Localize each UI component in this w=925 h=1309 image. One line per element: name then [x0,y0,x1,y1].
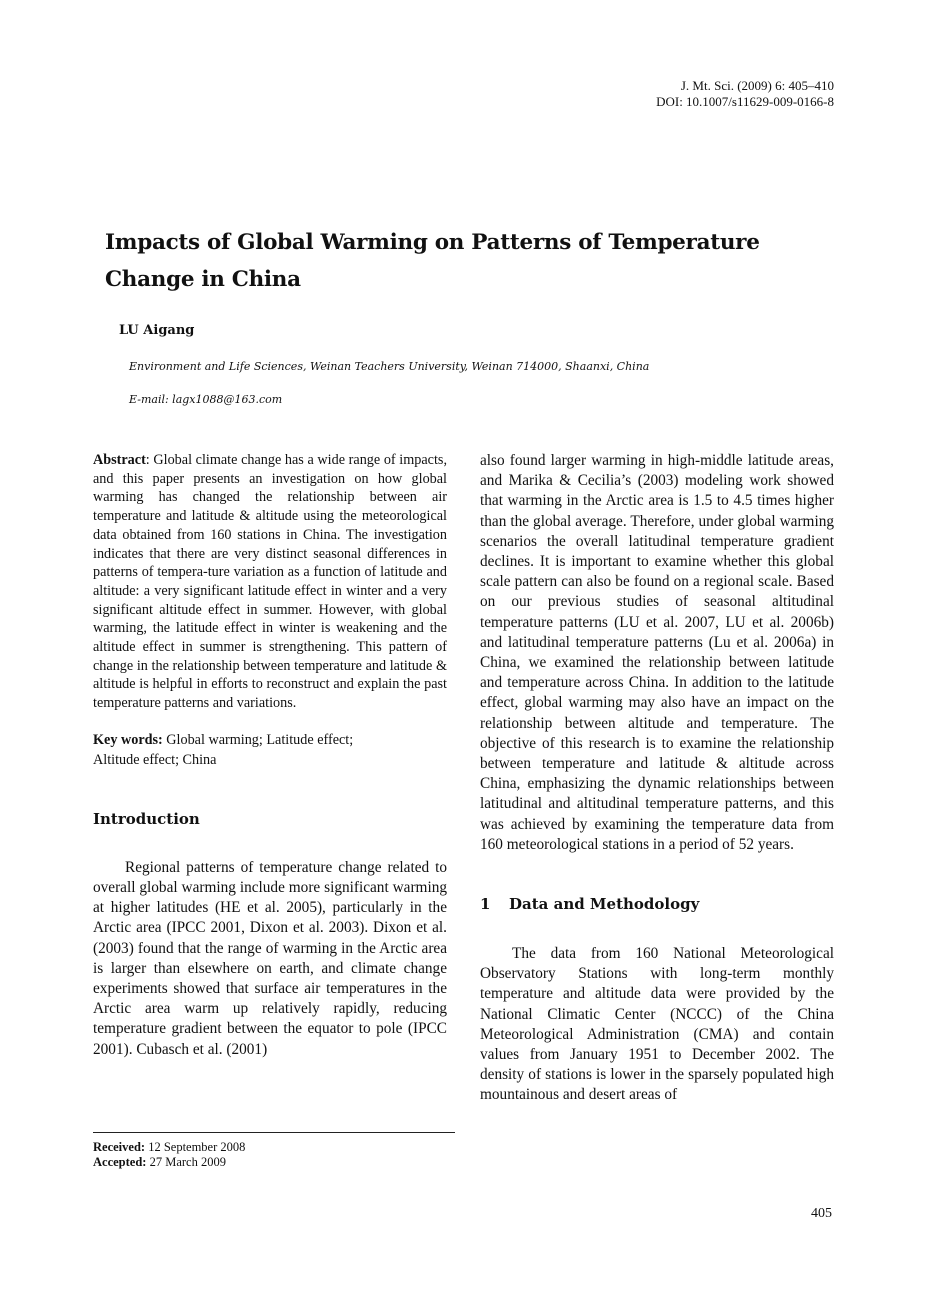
journal-info [656,78,834,110]
keywords-text-2: Altitude effect; China [93,751,217,768]
keywords-line-1 [93,730,447,750]
author-name: LU Aigang [119,323,195,338]
received-value: 12 September 2008 [145,1140,246,1154]
keywords-text-1: Global warming; Latitude effect; [162,731,354,748]
abstract-label: Abstract [93,452,146,468]
journal-citation: J. Mt. Sci. (2009) 6: 405–410 [680,78,834,93]
footnote-divider [93,1132,455,1133]
keywords-label: Key words: [93,731,163,748]
author-email: E-mail: lagx1088@163.com [129,393,283,406]
page-number: 405 [811,1206,832,1221]
doi: DOI: 10.1007/s11629-009-0166-8 [656,94,834,109]
keywords [93,730,447,770]
abstract-text: : Global climate change has a wide range of impacts, and this paper presents an investigation on how global warming has changed the relationship between air temperature and latitude & altitude using the meteorological data obtained from 160 stations in China. The investigation indicates that there are very distinct seasonal differences in patterns of tempera-ture variation as a function of latitude and altitude: a very significant latitude effect in winter and a very significant altitude effect in summer. However, with global warming, the latitude effect in winter is weakening and the altitude effect in summer is strengthening. This pattern of change in the relationship between temperature and latitude & altitude is helpful in efforts to reconstruct and explain the past temperature patterns and variations. [93,452,447,712]
accepted-label: Accepted: [93,1155,147,1169]
paper-title: Impacts of Global Warming on Patterns of Temperature Change in China [105,230,760,292]
introduction-heading: Introduction [93,809,200,828]
received-label: Received: [93,1140,146,1154]
section-number: 1 [480,895,491,914]
author-affiliation: Environment and Life Sciences, Weinan Teachers University, Weinan 714000, Shaanxi, China [129,360,650,373]
received-date [93,1140,245,1155]
accepted-value: 27 March 2009 [146,1155,226,1169]
accepted-date [93,1155,245,1170]
data-methodology-heading [480,895,834,913]
introduction-paragraph: Regional patterns of temperature change related to overall global warming include more significant warming at higher latitudes (HE et al. 2005), particularly in the Arctic area (IPCC 2001, Dixon et al. 2003). Dixon et al. (2003) found that the range of warming in the Arctic area is larger than elsewhere on earth, and climate change experiments showed that surface air temperatures in the Arctic area warm up relatively rapidly, reducing temperature gradient between the equator to pole (IPCC 2001). Cubasch et al. (2001) [93,858,447,1058]
abstract [93,451,447,713]
footnotes [93,1140,245,1170]
data-paragraph: The data from 160 National Meteorological Observatory Stations with long-term monthly temperature and altitude data were provided by the National Climatic Center (NCCC) of the China Meteorological Administration (CMA) and contain values from January 1951 to December 2002. The density of stations is lower in the sparsely populated high mountainous and desert areas of [480,945,834,1104]
right-column [480,451,834,1106]
section-title: Data and Methodology [509,895,700,914]
left-column [93,451,447,1060]
introduction-continuation: also found larger warming in high-middle latitude areas, and Marika & Cecilia’s (2003) modeling work showed that warming in the Arctic area is 1.5 to 4.5 times higher than the global average. Therefore, under global warming scenarios the overall latitudinal temperature gradient declines. It is important to examine whether this global scale pattern can also be found on a regional scale. Based on our previous studies of seasonal altitudinal temperature patterns (LU et al. 2007, LU et al. 2006b) and latitudinal temperature patterns (Lu et al. 2006a) in China, we examined the relationship between latitude and temperature across China. In addition to the latitude effect, global warming may also have an impact on the relationship between altitude and temperature. The objective of this research is to examine the relationship between temperature and latitude & altitude across China, emphasizing the dynamic relationships between latitudinal and altitudinal temperature patterns, and this was achieved by examining the temperature data from 160 meteorological stations in a period of 52 years. [480,452,834,853]
